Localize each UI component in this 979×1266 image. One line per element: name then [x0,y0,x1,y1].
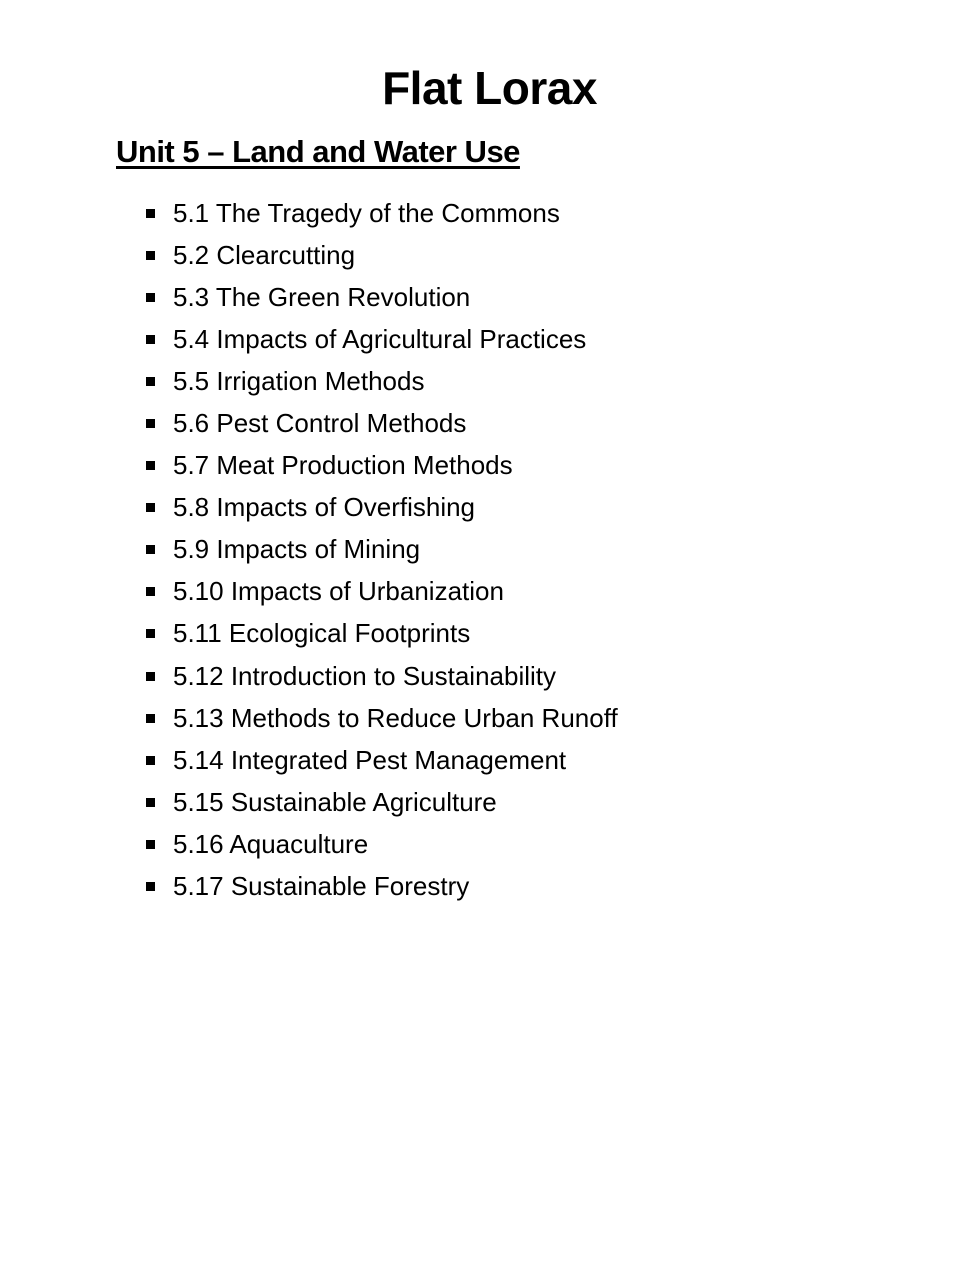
list-item [146,655,618,697]
square-bullet-icon [146,545,155,554]
square-bullet-icon [146,377,155,386]
topic-label: 5.6 Pest Control Methods [173,408,467,439]
list-item [146,487,618,529]
square-bullet-icon [146,840,155,849]
topic-label: 5.7 Meat Production Methods [173,450,513,481]
list-item [146,318,618,360]
topic-label: 5.11 Ecological Footprints [173,618,471,649]
list-item [146,192,618,234]
square-bullet-icon [146,461,155,470]
square-bullet-icon [146,714,155,723]
list-item [146,402,618,444]
topic-label: 5.9 Impacts of Mining [173,534,421,565]
topic-label: 5.4 Impacts of Agricultural Practices [173,323,587,354]
list-item [146,613,618,655]
list-item [146,571,618,613]
square-bullet-icon [146,293,155,302]
topic-label: 5.1 The Tragedy of the Commons [173,197,560,228]
topic-label: 5.5 Irrigation Methods [173,365,425,396]
list-item [146,697,618,739]
square-bullet-icon [146,251,155,260]
topic-label: 5.12 Introduction to Sustainability [173,660,557,691]
square-bullet-icon [146,882,155,891]
list-item [146,445,618,487]
topic-label: 5.15 Sustainable Agriculture [173,786,497,817]
square-bullet-icon [146,209,155,218]
square-bullet-icon [146,419,155,428]
square-bullet-icon [146,756,155,765]
square-bullet-icon [146,587,155,596]
list-item [146,739,618,781]
list-item [146,360,618,402]
topic-label: 5.17 Sustainable Forestry [173,871,470,902]
topic-label: 5.14 Integrated Pest Management [173,744,567,775]
list-item [146,823,618,865]
topic-label: 5.16 Aquaculture [173,828,369,859]
list-item [146,276,618,318]
list-item [146,529,618,571]
unit-heading: Unit 5 – Land and Water Use [116,134,520,169]
square-bullet-icon [146,629,155,638]
square-bullet-icon [146,672,155,681]
document-title: Flat Lorax [382,62,597,114]
square-bullet-icon [146,335,155,344]
square-bullet-icon [146,798,155,807]
list-item [146,866,618,908]
list-item [146,781,618,823]
topic-label: 5.13 Methods to Reduce Urban Runoff [173,702,618,733]
topic-label: 5.2 Clearcutting [173,239,356,270]
topic-label: 5.8 Impacts of Overfishing [173,492,476,523]
square-bullet-icon [146,503,155,512]
topic-list [146,192,618,908]
topic-label: 5.10 Impacts of Urbanization [173,576,504,607]
list-item [146,234,618,276]
topic-label: 5.3 The Green Revolution [173,281,471,312]
